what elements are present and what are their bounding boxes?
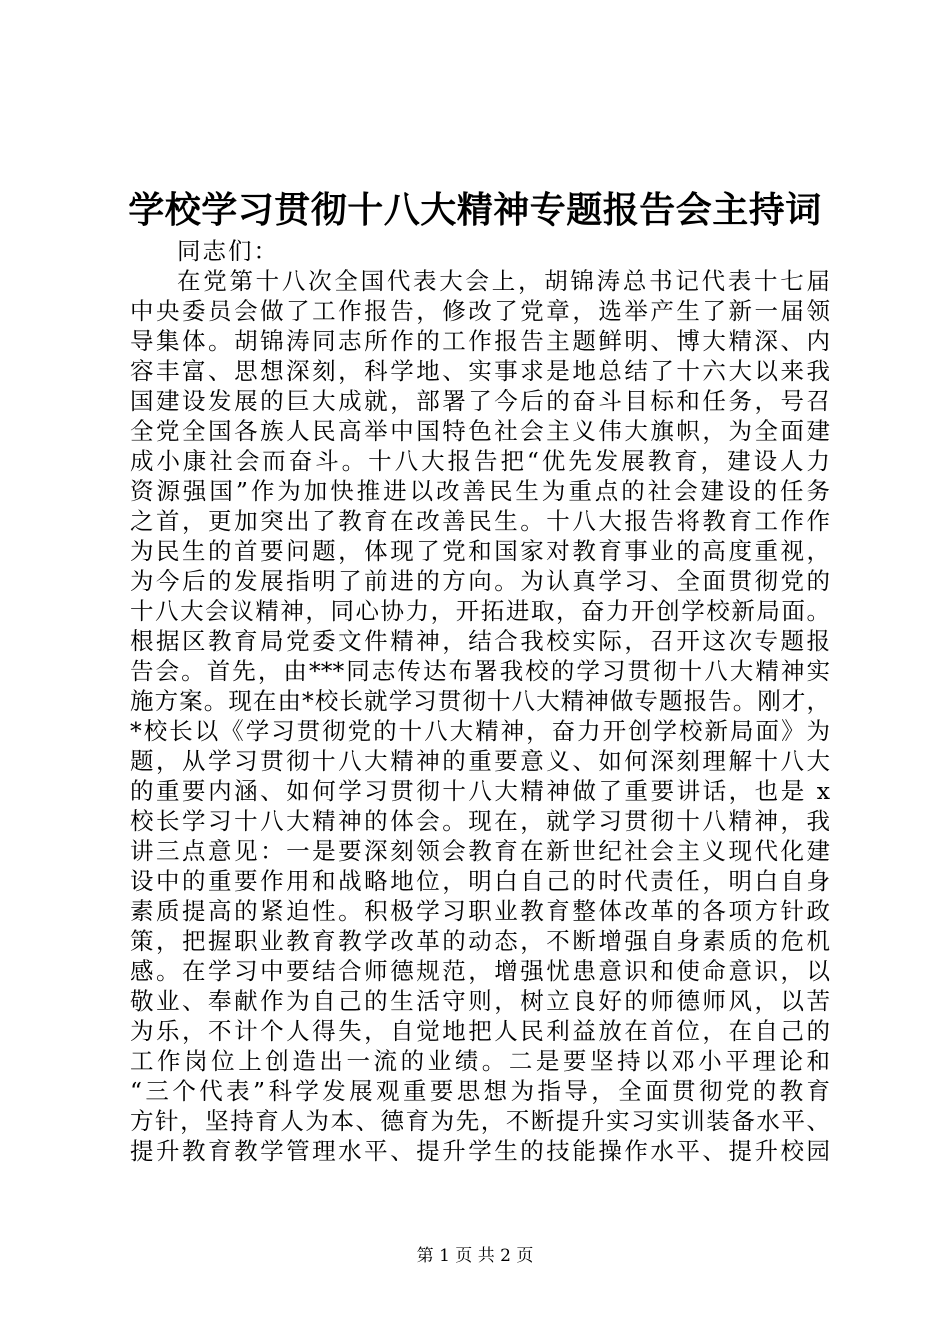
body-line: 导集体。胡锦涛同志所作的工作报告主题鲜明、博大精深、内 <box>130 327 830 355</box>
body-line: 策，把握职业教育教学改革的动态，不断增强自身素质的危机 <box>130 927 830 955</box>
document-title: 学校学习贯彻十八大精神专题报告会主持词 <box>128 189 822 231</box>
body-line: 中央委员会做了工作报告，修改了党章，选举产生了新一届领 <box>130 297 830 325</box>
page-number-footer: 第 1 页 共 2 页 <box>416 1246 534 1266</box>
body-line: 为民生的首要问题，体现了党和国家对教育事业的高度重视， <box>130 537 830 565</box>
body-line: 之首，更加突出了教育在改善民生。十八大报告将教育工作作 <box>130 507 830 535</box>
body-line: 提升教育教学管理水平、提升学生的技能操作水平、提升校园 <box>130 1137 830 1165</box>
body-line: 敬业、奉献作为自己的生活守则，树立良好的师德师风，以苦 <box>130 987 830 1015</box>
body-line: “三个代表”科学发展观重要思想为指导，全面贯彻党的教育 <box>130 1077 830 1105</box>
body-line: 题，从学习贯彻十八大精神的重要意义、如何深刻理解十八大 <box>130 747 830 775</box>
body-line: 工作岗位上创造出一流的业绩。二是要坚持以邓小平理论和 <box>130 1047 830 1075</box>
body-line: 告会。首先，由***同志传达布署我校的学习贯彻十八大精神实 <box>130 657 830 685</box>
salutation: 同志们： <box>177 237 279 265</box>
body-line: 方针，坚持育人为本、德育为先，不断提升实习实训装备水平、 <box>130 1107 830 1135</box>
body-line: 根据区教育局党委文件精神，结合我校实际，召开这次专题报 <box>130 627 830 655</box>
body-line: 成小康社会而奋斗。十八大报告把“优先发展教育，建设人力 <box>130 447 830 475</box>
body-line: 设中的重要作用和战略地位，明白自己的时代责任，明白自身 <box>130 867 830 895</box>
body-line: 容丰富、思想深刻，科学地、实事求是地总结了十六大以来我 <box>130 357 830 385</box>
body-line: 校长学习十八大精神的体会。现在，就学习贯彻十八精神，我 <box>130 807 830 835</box>
body-line: 施方案。现在由*校长就学习贯彻十八大精神做专题报告。刚才， <box>130 687 830 715</box>
body-line: 讲三点意见：一是要深刻领会教育在新世纪社会主义现代化建 <box>130 837 830 865</box>
body-line: 的重要内涵、如何学习贯彻十八大精神做了重要讲话，也是 x <box>130 777 830 805</box>
body-line: 十八大会议精神，同心协力，开拓进取，奋力开创学校新局面。 <box>130 597 830 625</box>
body-line: 素质提高的紧迫性。积极学习职业教育整体改革的各项方针政 <box>130 897 830 925</box>
body-line: 全党全国各族人民高举中国特色社会主义伟大旗帜，为全面建 <box>130 417 830 445</box>
body-line: 感。在学习中要结合师德规范，增强忧患意识和使命意识，以 <box>130 957 830 985</box>
body-line: 资源强国”作为加快推进以改善民生为重点的社会建设的任务 <box>130 477 830 505</box>
document-body <box>130 236 830 1166</box>
body-line: 为今后的发展指明了前进的方向。为认真学习、全面贯彻党的 <box>130 567 830 595</box>
body-line: *校长以《学习贯彻党的十八大精神，奋力开创学校新局面》为 <box>130 717 830 745</box>
body-line: 国建设发展的巨大成就，部署了今后的奋斗目标和任务，号召 <box>130 387 830 415</box>
body-line: 在党第十八次全国代表大会上，胡锦涛总书记代表十七届 <box>177 267 830 295</box>
body-line: 为乐，不计个人得失，自觉地把人民利益放在首位，在自己的 <box>130 1017 830 1045</box>
